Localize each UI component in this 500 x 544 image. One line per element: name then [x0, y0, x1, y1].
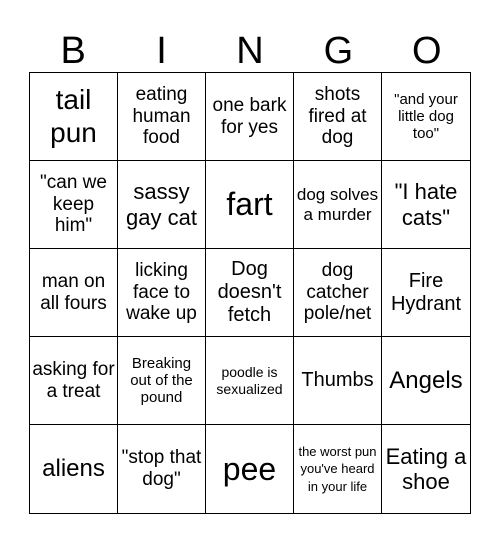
header-letter-i: I [156, 30, 167, 72]
bingo-cell[interactable]: shots fired at dog [294, 73, 382, 161]
header-letter-g: G [323, 30, 354, 72]
bingo-cell[interactable]: asking for a treat [30, 337, 118, 425]
header-letter-o: O [411, 30, 442, 72]
bingo-cell[interactable]: pee [206, 425, 294, 513]
header-letter-n: N [236, 30, 264, 72]
bingo-cell[interactable]: Angels [382, 337, 470, 425]
bingo-cell[interactable]: Dog doesn't fetch [206, 249, 294, 337]
bingo-header [29, 28, 471, 74]
bingo-cell[interactable]: aliens [30, 425, 118, 513]
bingo-cell[interactable]: fart [206, 161, 294, 249]
bingo-cell[interactable]: one bark for yes [206, 73, 294, 161]
bingo-cell[interactable]: dog solves a murder [294, 161, 382, 249]
bingo-cell[interactable]: Thumbs [294, 337, 382, 425]
header-letter-b: B [60, 30, 86, 72]
bingo-cell[interactable]: poodle is sexualized [206, 337, 294, 425]
bingo-cell[interactable]: eating human food [118, 73, 206, 161]
bingo-cell[interactable]: sassy gay cat [118, 161, 206, 249]
bingo-cell[interactable]: Fire Hydrant [382, 249, 470, 337]
bingo-cell[interactable]: Eating a shoe [385, 443, 467, 494]
bingo-cell[interactable]: "I hate cats" [382, 161, 470, 249]
bingo-cell[interactable]: "stop that dog" [118, 425, 206, 513]
bingo-cell[interactable]: "and your little dog too" [382, 73, 470, 161]
bingo-cell[interactable]: licking face to wake up [118, 249, 206, 337]
bingo-cell[interactable]: tail pun [30, 73, 118, 161]
bingo-cell[interactable]: Breaking out of the pound [118, 337, 206, 425]
bingo-grid [29, 72, 471, 514]
bingo-cell[interactable]: dog catcher pole/net [294, 249, 382, 337]
bingo-cell[interactable]: the worst pun you've heard in your life [294, 425, 382, 513]
bingo-cell[interactable]: man on all fours [30, 249, 118, 337]
bingo-cell[interactable]: "can we keep him" [30, 161, 118, 249]
